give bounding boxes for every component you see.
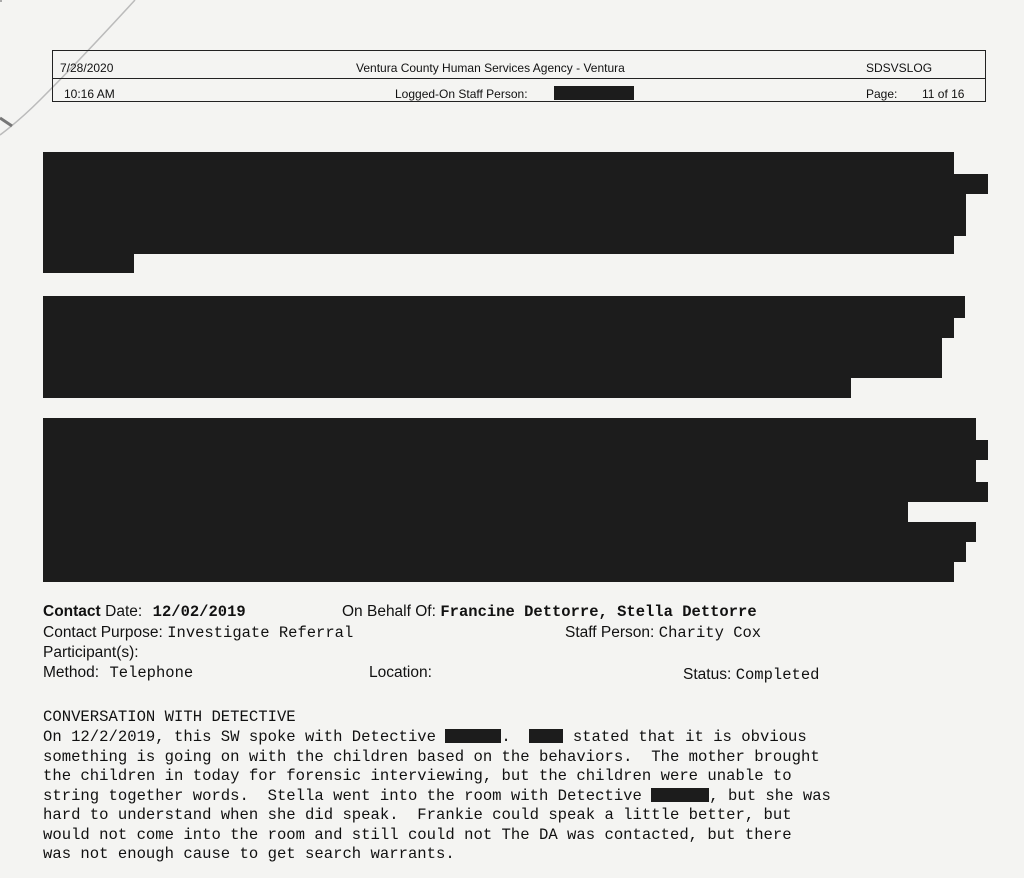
narrative-text: . — [501, 728, 530, 746]
staff-label: Staff Person: — [565, 624, 655, 641]
purpose-row — [43, 624, 353, 642]
header-date: 7/28/2020 — [60, 61, 114, 75]
status-value: Completed — [735, 666, 820, 684]
status-row — [683, 666, 819, 684]
redaction-shape-1 — [43, 152, 988, 273]
on-behalf-label: On Behalf Of: — [342, 603, 436, 620]
contact-date-row — [43, 603, 246, 621]
header-agency: Ventura County Human Services Agency - Ventura — [356, 61, 625, 75]
purpose-value: Investigate Referral — [167, 624, 354, 642]
narrative-heading: CONVERSATION WITH DETECTIVE — [43, 708, 296, 726]
narrative-text: On 12/2/2019, this SW spoke with Detective — [43, 728, 446, 746]
contact-label: Contact — [43, 603, 101, 620]
method-row — [43, 664, 193, 682]
header-page-value: 11 of 16 — [922, 87, 965, 101]
header-report-code: SDSVSLOG — [866, 61, 933, 75]
narrative-line-2: something is going on with the children based on the behaviors. The mother brought — [43, 748, 820, 766]
redaction-shape-2 — [43, 296, 965, 398]
header-time: 10:16 AM — [64, 87, 115, 101]
narrative-line-1 — [43, 728, 1003, 748]
method-label: Method: — [43, 664, 100, 681]
narrative-line-5: hard to understand when she did speak. Frankie could speak a little better, but — [43, 806, 792, 824]
narrative-line-7: was not enough cause to get search warrants. — [43, 845, 455, 863]
header-page-label: Page: — [866, 87, 898, 101]
staff-value: Charity Cox — [658, 624, 762, 642]
participants-label: Participant(s): — [43, 644, 139, 661]
on-behalf-value: Francine Dettorre, Stella Dettorre — [440, 603, 757, 621]
narrative-text: string together words. Stella went into the room with Detective — [43, 787, 652, 805]
purpose-label: Contact Purpose: — [43, 624, 163, 641]
date-label: Date: — [105, 603, 143, 620]
narrative-line-4 — [43, 787, 1003, 807]
status-label: Status: — [683, 666, 732, 683]
header-logged-on-label: Logged-On Staff Person: — [395, 87, 528, 101]
narrative-line-6: would not come into the room and still could not The DA was contacted, but there — [43, 826, 792, 844]
redaction-detective-name — [529, 729, 563, 743]
redaction-detective-name — [651, 788, 709, 802]
contact-date-value: 12/02/2019 — [152, 603, 246, 621]
on-behalf-row — [342, 603, 757, 621]
redaction-detective-name — [445, 729, 501, 743]
location-label: Location: — [369, 664, 432, 681]
narrative-text: , but she was — [709, 787, 831, 805]
method-value: Telephone — [109, 664, 194, 682]
narrative-text: stated that it is obvious — [563, 728, 807, 746]
participants-row — [43, 644, 139, 662]
staff-row — [565, 624, 761, 642]
redaction-shape-3 — [43, 418, 988, 582]
narrative-line-3: the children in today for forensic interviewing, but the children were unable to — [43, 767, 792, 785]
location-row — [369, 664, 432, 682]
